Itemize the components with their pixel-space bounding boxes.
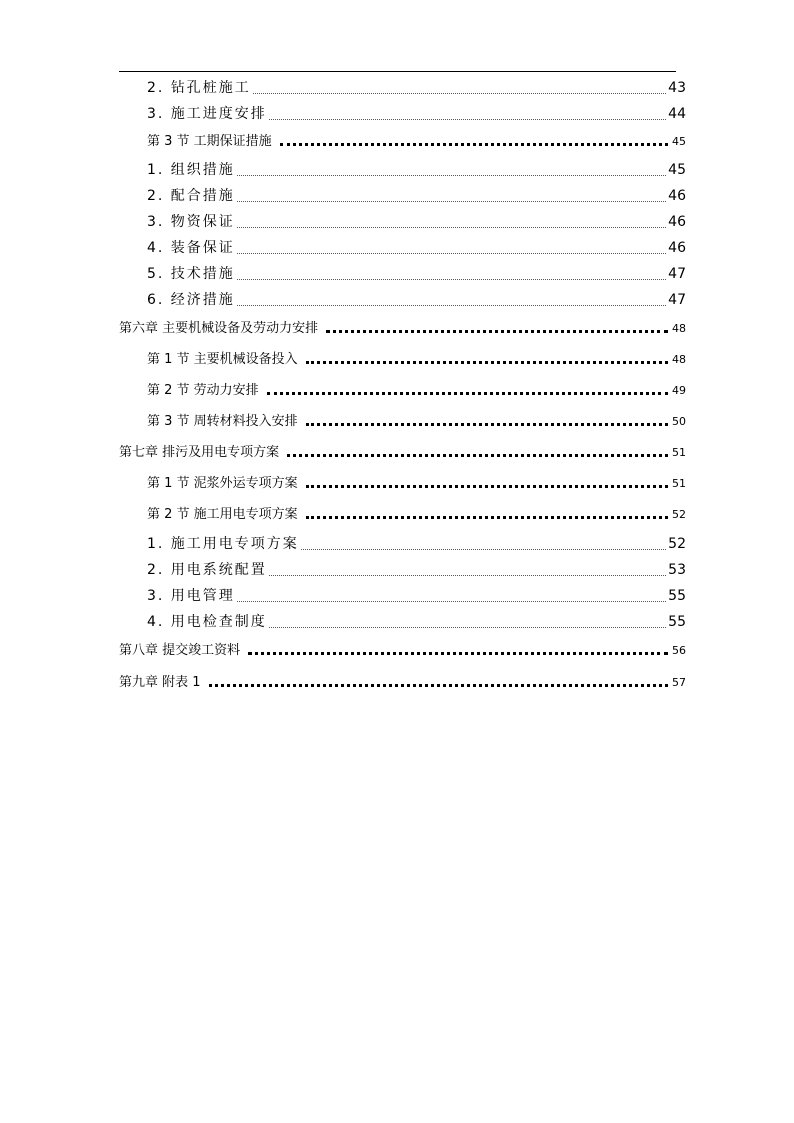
toc-entry-label: 5. 技术措施 <box>147 266 235 282</box>
toc-entry-page: 55 <box>668 614 686 630</box>
toc-entry-label: 2. 钻孔桩施工 <box>147 80 251 96</box>
toc-entry-label: 第 3 节 周转材料投入安排 <box>147 414 298 429</box>
dot-leader <box>237 253 666 254</box>
toc-entry-page: 46 <box>668 240 686 256</box>
dot-leader <box>269 119 666 120</box>
toc-entry-page: 52 <box>672 508 686 521</box>
dot-leader <box>248 652 668 655</box>
dot-leader <box>237 227 666 228</box>
toc-entry[interactable] <box>147 349 686 369</box>
toc-entry-page: 55 <box>668 588 686 604</box>
toc-entry-label: 第 2 节 劳动力安排 <box>147 383 259 398</box>
dot-leader <box>280 143 668 146</box>
dot-leader <box>269 627 666 628</box>
toc-entry-label: 3. 用电管理 <box>147 588 235 604</box>
toc-entry-label: 1. 施工用电专项方案 <box>147 536 299 552</box>
toc-entry-page: 51 <box>672 446 686 459</box>
toc-entry-page: 45 <box>672 135 686 148</box>
toc-entry-label: 3. 物资保证 <box>147 214 235 230</box>
toc-entry-page: 46 <box>668 214 686 230</box>
toc-entry-label: 4. 装备保证 <box>147 240 235 256</box>
toc-entry-page: 43 <box>668 80 686 96</box>
toc-entry[interactable] <box>147 77 686 97</box>
toc-entry[interactable] <box>119 640 686 660</box>
dot-leader <box>326 330 668 333</box>
toc-entry-label: 第 1 节 主要机械设备投入 <box>147 352 298 367</box>
toc-entry[interactable] <box>119 442 686 462</box>
toc-entry-page: 49 <box>672 384 686 397</box>
toc-entry-label: 第九章 附表 1 <box>119 675 201 690</box>
toc-entry[interactable] <box>147 585 686 605</box>
toc-entry-label: 2. 配合措施 <box>147 188 235 204</box>
toc-entry[interactable] <box>147 131 686 151</box>
toc-entry[interactable] <box>147 473 686 493</box>
dot-leader <box>237 175 666 176</box>
toc-entry-label: 第六章 主要机械设备及劳动力安排 <box>119 321 319 336</box>
toc-entry-page: 47 <box>668 292 686 308</box>
toc-entry[interactable] <box>147 611 686 631</box>
toc-entry-label: 第八章 提交竣工资料 <box>119 643 241 658</box>
dot-leader <box>306 516 668 519</box>
toc-entry-page: 47 <box>668 266 686 282</box>
dot-leader <box>306 361 668 364</box>
dot-leader <box>237 601 666 602</box>
dot-leader <box>267 392 668 395</box>
toc-entry[interactable] <box>147 237 686 257</box>
dot-leader <box>306 423 668 426</box>
dot-leader <box>237 201 666 202</box>
toc-entry-page: 57 <box>672 676 686 689</box>
toc-entry[interactable] <box>119 672 686 692</box>
toc-entry-page: 56 <box>672 644 686 657</box>
dot-leader <box>253 93 666 94</box>
dot-leader <box>237 279 666 280</box>
toc-entry[interactable] <box>147 185 686 205</box>
toc-entry[interactable] <box>147 559 686 579</box>
toc-entry[interactable] <box>147 504 686 524</box>
toc-entry[interactable] <box>147 103 686 123</box>
toc-entry-label: 4. 用电检查制度 <box>147 614 267 630</box>
toc-entry-label: 6. 经济措施 <box>147 292 235 308</box>
toc-entry-page: 44 <box>668 106 686 122</box>
toc-entry-page: 45 <box>668 162 686 178</box>
toc-entry[interactable] <box>147 533 686 553</box>
toc-entry-page: 48 <box>672 353 686 366</box>
toc-entry-label: 第七章 排污及用电专项方案 <box>119 445 280 460</box>
dot-leader <box>306 485 668 488</box>
toc-entry[interactable] <box>147 159 686 179</box>
toc-entry-page: 46 <box>668 188 686 204</box>
dot-leader <box>209 684 668 687</box>
toc-entry[interactable] <box>147 289 686 309</box>
toc-entry[interactable] <box>147 263 686 283</box>
toc-entry-label: 第 3 节 工期保证措施 <box>147 134 272 149</box>
dot-leader <box>287 454 668 457</box>
toc-entry[interactable] <box>147 211 686 231</box>
toc-entry-page: 52 <box>668 536 686 552</box>
dot-leader <box>269 575 666 576</box>
toc-entry-label: 第 2 节 施工用电专项方案 <box>147 507 298 522</box>
toc-entry-label: 第 1 节 泥浆外运专项方案 <box>147 476 298 491</box>
toc-entry[interactable] <box>147 411 686 431</box>
dot-leader <box>301 549 666 550</box>
toc-entry-label: 2. 用电系统配置 <box>147 562 267 578</box>
toc-entry-page: 50 <box>672 415 686 428</box>
toc-entry-label: 1. 组织措施 <box>147 162 235 178</box>
toc-entry-page: 48 <box>672 322 686 335</box>
toc-entry-page: 51 <box>672 477 686 490</box>
dot-leader <box>237 305 666 306</box>
toc-entry-label: 3. 施工进度安排 <box>147 106 267 122</box>
toc-entry-page: 53 <box>668 562 686 578</box>
toc-entry[interactable] <box>119 318 686 338</box>
toc-entry[interactable] <box>147 380 686 400</box>
